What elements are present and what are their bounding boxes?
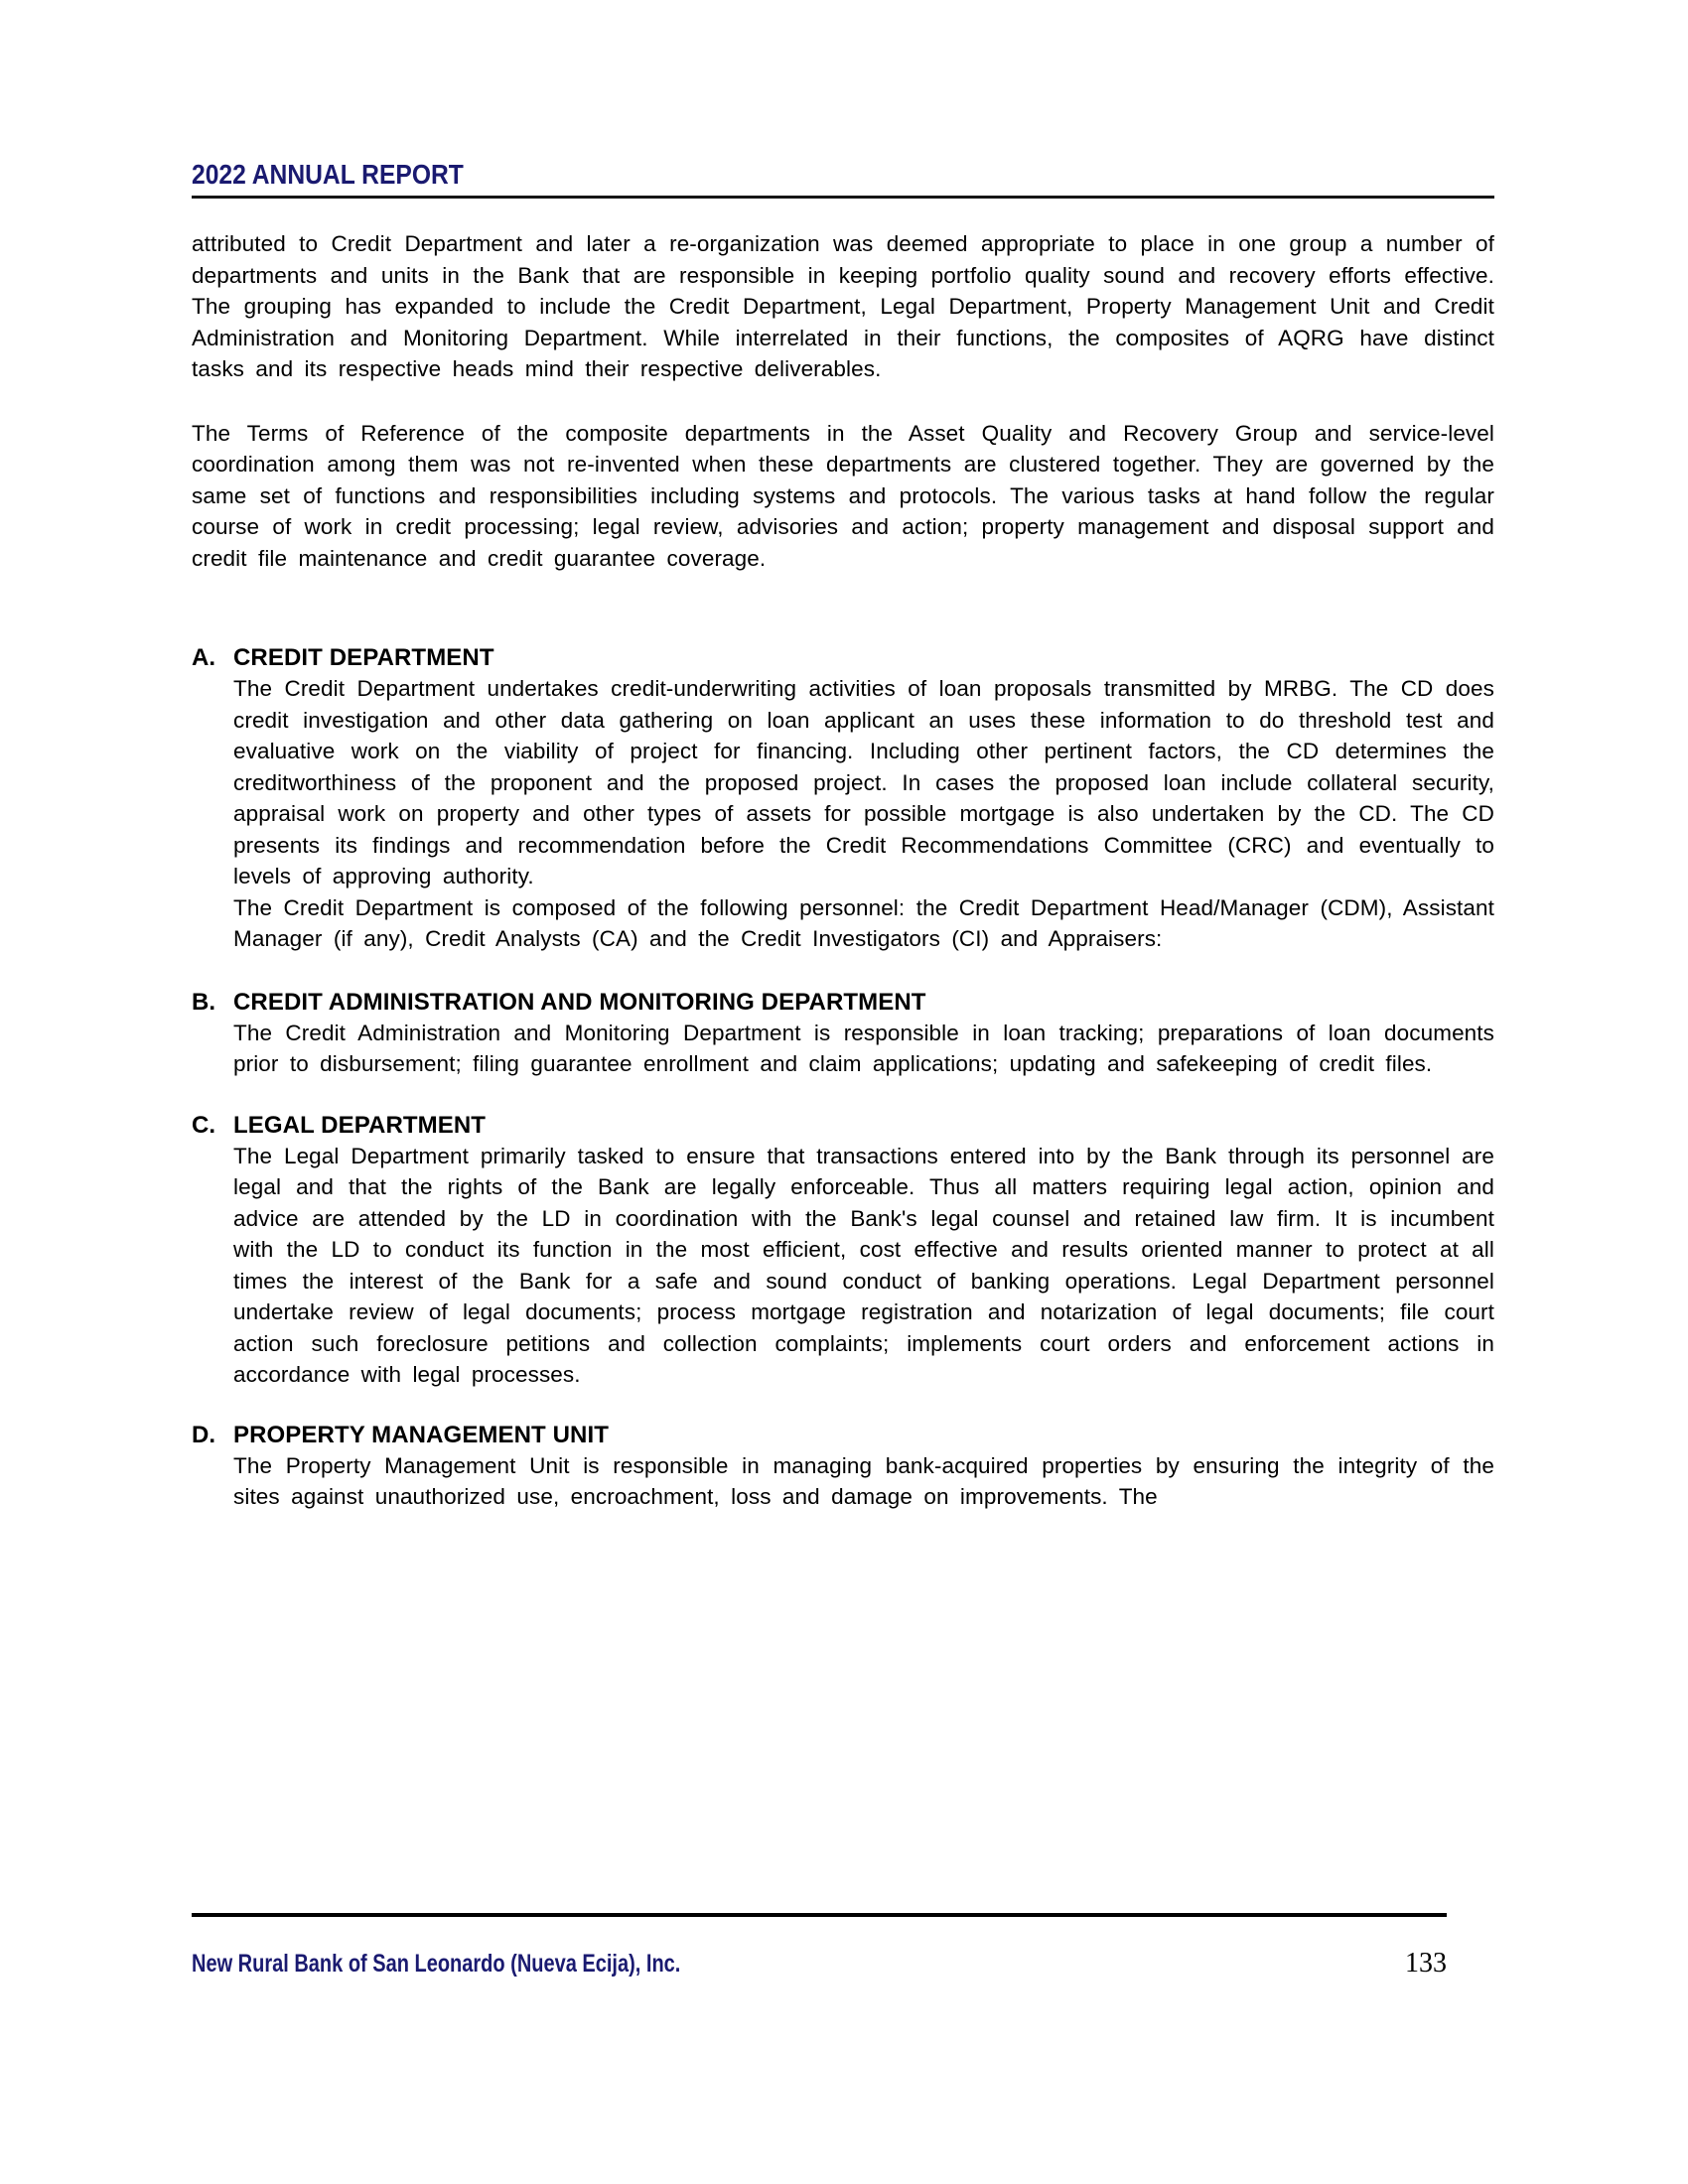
section-title: PROPERTY MANAGEMENT UNIT (233, 1421, 609, 1448)
page-content (192, 0, 1494, 1513)
section-label: A. (192, 644, 216, 671)
section-d-paragraph-1: The Property Management Unit is responsible in managing bank-acquired properties by ensuring the integrity of the sites against unauthorized use, encroachment, loss and damage on improvements. The (233, 1452, 1494, 1509)
section-heading-legal-department (192, 1111, 1494, 1141)
footer-bank-name: New Rural Bank of San Leonardo (Nueva Ecija), Inc. (192, 1950, 681, 1978)
section-heading-credit-administration (192, 988, 1494, 1018)
section-label: B. (192, 988, 216, 1016)
section-a-paragraph-2: The Credit Department is composed of the following personnel: the Credit Department Head/Manager (CDM), Assistant Manager (if any), Credit Analysts (CA) and the Credit Investigators (CI) and Appraisers: (233, 894, 1494, 951)
intro-paragraph-1: attributed to Credit Department and later a re-organization was deemed appropriate to place in one group a number of departments and units in the Bank that are responsible in keeping portfolio quality sound and recovery efforts effective. The grouping has expanded to include the Credit Department, Legal Department, Property Management Unit and Credit Administration and Monitoring Department. While interrelated in their functions, the composites of AQRG have distinct tasks and its respective heads mind their respective deliverables. (192, 231, 1494, 381)
section-a-paragraph-1: The Credit Department undertakes credit-underwriting activities of loan proposals transmitted by MRBG. The CD does credit investigation and other data gathering on loan applicant an uses these information to do threshold test and evaluative work on the viability of project for financing. Including other pertinent factors, the CD determines the creditworthiness of the proponent and the proposed project. In cases the proposed loan include collateral security, appraisal work on property and other types of assets for possible mortgage is also undertaken by the CD. The CD presents its findings and recommendation before the Credit Recommendations Committee (CRC) and eventually to levels of approving authority. (233, 676, 1494, 888)
section-title: CREDIT ADMINISTRATION AND MONITORING DEPARTMENT (233, 988, 926, 1016)
section-heading-property-management (192, 1421, 1494, 1450)
footer-page-number: 133 (1405, 1948, 1447, 1979)
header-rule (192, 196, 1494, 199)
footer-rule (192, 1913, 1447, 1917)
intro-paragraph-2: The Terms of Reference of the composite departments in the Asset Quality and Recovery Group and service-level coordination among them was not re-invented when these departments are clustered together. They are governed by the same set of functions and responsibilities including systems and protocols. The various tasks at hand follow the regular course of work in credit processing; legal review, advisories and action; property management and disposal support and credit file maintenance and credit guarantee coverage. (192, 420, 1494, 571)
page-footer (192, 1948, 1447, 1979)
section-heading-credit-department (192, 643, 1494, 673)
section-title: LEGAL DEPARTMENT (233, 1111, 487, 1139)
page-header-title: 2022 ANNUAL REPORT (192, 159, 464, 190)
section-label: D. (192, 1421, 216, 1448)
section-title: CREDIT DEPARTMENT (233, 644, 494, 671)
section-b-paragraph-1: The Credit Administration and Monitoring Department is responsible in loan tracking; preparations of loan documents prior to disbursement; filing guarantee enrollment and claim applications; updating and safekeeping of credit files. (233, 1020, 1494, 1076)
section-label: C. (192, 1111, 216, 1139)
section-c-paragraph-1: The Legal Department primarily tasked to ensure that transactions entered into by the Bank through its personnel are legal and that the rights of the Bank are legally enforceable. Thus all matters requiring legal action, opinion and advice are attended by the LD in coordination with the Bank's legal counsel and retained law firm. It is incumbent with the LD to conduct its function in the most efficient, cost effective and results oriented manner to protect at all times the interest of the Bank for a safe and sound conduct of banking operations. Legal Department personnel undertake review of legal documents; process mortgage registration and notarization of legal documents; file court action such foreclosure petitions and collection complaints; implements court orders and enforcement actions in accordance with legal processes. (233, 1143, 1494, 1387)
